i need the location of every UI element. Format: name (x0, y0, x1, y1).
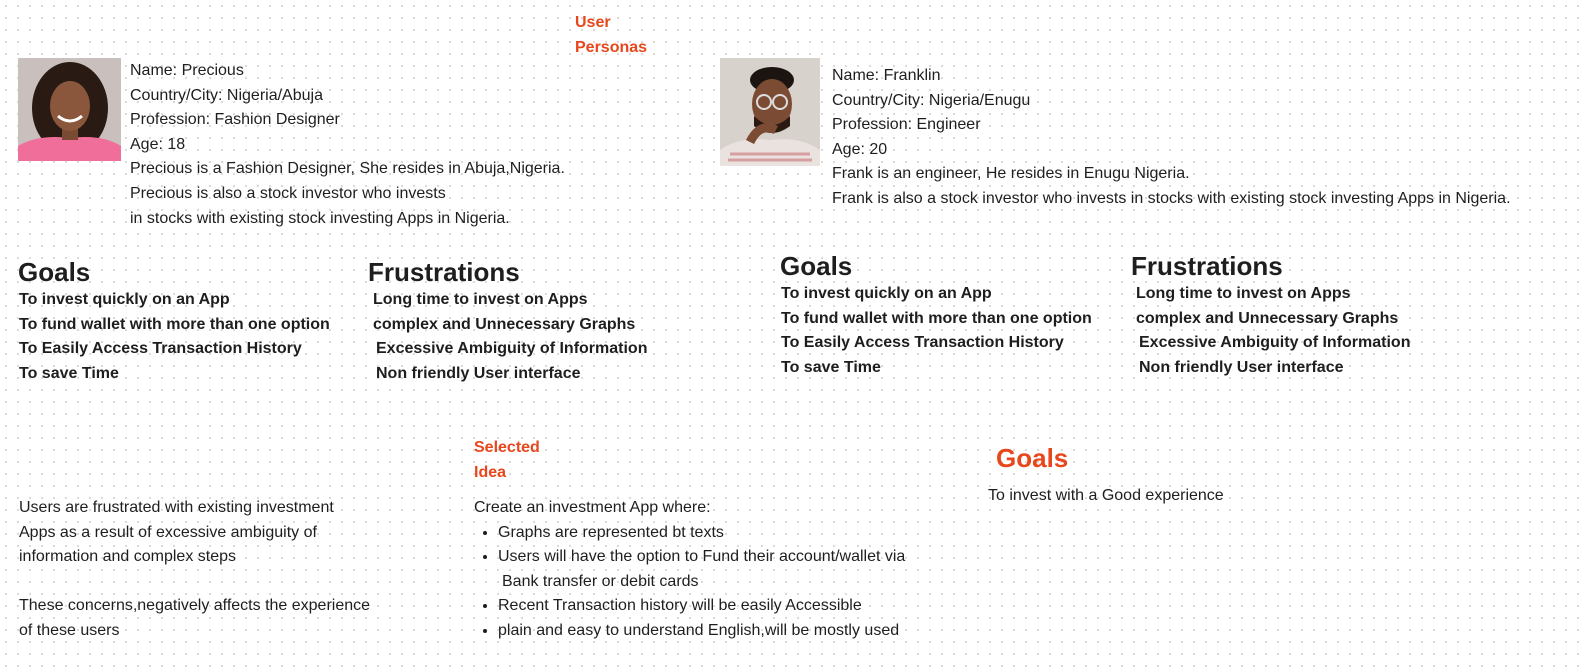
problem-line: These concerns,negatively affects the experience (19, 597, 371, 615)
goals-list (19, 288, 330, 386)
persona-location: Country/City: Nigeria/Enugu (832, 91, 1031, 109)
persona-location: Country/City: Nigeria/Abuja (130, 86, 323, 104)
persona-name: Name: Precious (130, 62, 244, 79)
list-item: To save Time (781, 358, 881, 376)
selected-idea-list (474, 594, 905, 643)
list-item: Long time to invest on Apps (1136, 285, 1351, 302)
frustrations-heading: Frustrations (368, 257, 520, 287)
list-item: complex and Unnecessary Graphs (1136, 309, 1399, 327)
selected-idea-body (474, 496, 905, 644)
goals-list (781, 282, 1092, 380)
list-item: To Easily Access Transaction History (19, 340, 302, 358)
list-item: • plain and easy to understand English,will be mostly used (498, 619, 905, 644)
list-item: complex and Unnecessary Graphs (373, 315, 636, 333)
list-item: To invest quickly on an App (781, 285, 992, 302)
frustrations-list (373, 288, 647, 386)
persona-name: Name: Franklin (832, 67, 941, 84)
list-item: To save Time (19, 364, 119, 382)
goals-heading: Goals (780, 251, 853, 281)
board-title: User Personas (575, 14, 648, 56)
persona-bio-line: Precious is also a stock investor who invests (130, 184, 446, 202)
persona-age: Age: 20 (832, 140, 888, 158)
problem-line: information and complex steps (19, 548, 236, 566)
persona-profession: Profession: Engineer (832, 116, 981, 134)
goals-heading: Goals (18, 257, 91, 287)
summary-goals-title: Goals (996, 443, 1069, 473)
summary-goals-text: To invest with a Good experience (988, 487, 1224, 504)
list-item: Long time to invest on Apps (373, 291, 588, 308)
problem-line: Users are frustrated with existing investment (19, 499, 334, 516)
list-item: To Easily Access Transaction History (781, 334, 1064, 352)
persona-profession: Profession: Fashion Designer (130, 111, 340, 129)
list-item: Excessive Ambiguity of Information (376, 340, 648, 358)
problem-line: Apps as a result of excessive ambiguity of (19, 523, 317, 541)
selected-idea-intro: Create an investment App where: (474, 499, 711, 516)
list-item: • Graphs are represented bt texts (498, 521, 905, 546)
selected-idea-list (474, 521, 905, 570)
selected-idea-title: Selected Idea (474, 439, 540, 481)
persona-age: Age: 18 (130, 135, 186, 153)
frustrations-heading: Frustrations (1131, 251, 1283, 281)
persona-bio-line: Frank is an engineer, He resides in Enugu Nigeria. (832, 165, 1190, 183)
list-item: • Recent Transaction history will be easily Accessible (498, 594, 905, 619)
list-item: Excessive Ambiguity of Information (1139, 334, 1411, 352)
persona-info-franklin (832, 64, 1511, 212)
list-item: Non friendly User interface (1139, 358, 1344, 376)
man-portrait-icon (720, 58, 820, 166)
persona-bio-line: in stocks with existing stock investing Apps in Nigeria. (130, 209, 510, 227)
list-item: To fund wallet with more than one option (19, 315, 330, 333)
problem-line: of these users (19, 621, 120, 639)
woman-portrait-icon (18, 58, 121, 161)
persona-info-precious (130, 59, 565, 231)
list-item: To invest quickly on an App (19, 291, 230, 308)
list-item-continuation: Bank transfer or debit cards (502, 572, 699, 590)
list-item: • Users will have the option to Fund their account/wallet via (498, 545, 905, 570)
frustrations-list (1136, 282, 1410, 380)
persona-bio-line: Precious is a Fashion Designer, She resides in Abuja,Nigeria. (130, 160, 565, 178)
list-item: To fund wallet with more than one option (781, 309, 1092, 327)
list-item: Non friendly User interface (376, 364, 581, 382)
problem-statement (19, 496, 370, 644)
persona-bio-line: Frank is also a stock investor who invests in stocks with existing stock investing Apps in Nigeria. (832, 189, 1511, 207)
